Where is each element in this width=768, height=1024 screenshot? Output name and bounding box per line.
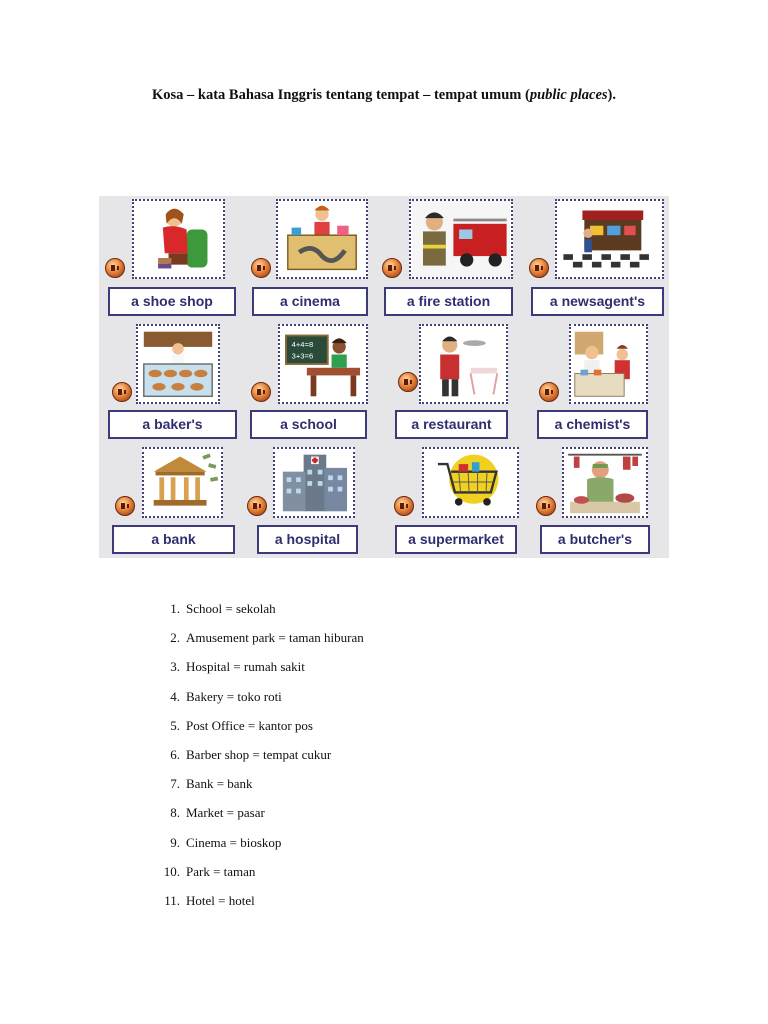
- item-text: Cinema = bioskop: [186, 834, 282, 850]
- label-a-chemists: a chemist's: [537, 410, 648, 439]
- speaker-icon[interactable]: [536, 496, 556, 516]
- item-number: 11.: [164, 892, 180, 908]
- list-item: [160, 658, 560, 687]
- bakery-picture: [138, 326, 218, 402]
- item-number: 5.: [170, 717, 180, 733]
- hospital-picture: [275, 449, 353, 516]
- newsagent-picture: [557, 201, 662, 277]
- speaker-icon[interactable]: [247, 496, 267, 516]
- list-item: [160, 775, 560, 804]
- vocabulary-worksheet: [99, 196, 669, 558]
- item-text: Barber shop = tempat cukur: [186, 746, 332, 762]
- list-item: [160, 629, 560, 658]
- label-a-newsagents: a newsagent's: [531, 287, 664, 316]
- speaker-icon[interactable]: [394, 496, 414, 516]
- label-a-supermarket: a supermarket: [395, 525, 517, 554]
- title-italic: public places: [529, 87, 608, 103]
- item-text: Park = taman: [186, 863, 256, 879]
- cinema-picture-frame: [276, 199, 368, 279]
- label-a-restaurant: a restaurant: [395, 410, 508, 439]
- cinema-picture: [278, 201, 366, 277]
- item-number: 10.: [163, 863, 180, 879]
- list-item: [160, 688, 560, 717]
- chemist-picture: [571, 326, 646, 402]
- school-picture: [280, 326, 366, 402]
- item-text: Bakery = toko roti: [186, 688, 282, 704]
- chemist-picture-frame: [569, 324, 648, 404]
- list-item: [160, 863, 560, 892]
- fire-station-picture-frame: [409, 199, 513, 279]
- butcher-picture-frame: [562, 447, 648, 518]
- school-picture-frame: [278, 324, 368, 404]
- speaker-icon[interactable]: [105, 258, 125, 278]
- page-title: [0, 87, 768, 104]
- label-a-bank: a bank: [112, 525, 235, 554]
- label-a-cinema: a cinema: [252, 287, 368, 316]
- item-number: 6.: [170, 746, 180, 762]
- speaker-icon[interactable]: [251, 258, 271, 278]
- speaker-icon[interactable]: [251, 382, 271, 402]
- list-item: [160, 600, 560, 629]
- shoe-shop-picture-frame: [132, 199, 225, 279]
- bakery-picture-frame: [136, 324, 220, 404]
- speaker-icon[interactable]: [539, 382, 559, 402]
- hospital-picture-frame: [273, 447, 355, 518]
- list-item: [160, 892, 560, 921]
- bank-picture: [144, 449, 221, 516]
- item-number: 9.: [170, 834, 180, 850]
- speaker-icon[interactable]: [112, 382, 132, 402]
- svg-text:3+3=6: 3+3=6: [291, 351, 314, 361]
- label-a-school: a school: [250, 410, 367, 439]
- shoe-shop-picture: [134, 201, 223, 277]
- item-text: School = sekolah: [186, 601, 276, 616]
- supermarket-picture-frame: [422, 447, 519, 518]
- vocabulary-list: [160, 600, 560, 921]
- list-item: [160, 717, 560, 746]
- svg-text:4+4=8: 4+4=8: [291, 339, 314, 349]
- bank-picture-frame: [142, 447, 223, 518]
- list-item: [160, 746, 560, 775]
- label-a-fire-station: a fire station: [384, 287, 513, 316]
- list-item: [160, 834, 560, 863]
- item-number: 3.: [170, 659, 180, 675]
- butcher-picture: [564, 449, 646, 516]
- newsagent-picture-frame: [555, 199, 664, 279]
- restaurant-picture-frame: [419, 324, 508, 404]
- label-a-shoe-shop: a shoe shop: [108, 287, 236, 316]
- item-text: Market = pasar: [186, 805, 265, 821]
- item-text: Hotel = hotel: [186, 892, 255, 908]
- item-number: 8.: [170, 805, 180, 821]
- speaker-icon[interactable]: [382, 258, 402, 278]
- title-prefix: Kosa – kata Bahasa Inggris tentang tempat – tempat umum (: [151, 87, 530, 103]
- title-suffix: ).: [607, 87, 617, 103]
- speaker-icon[interactable]: [398, 372, 418, 392]
- label-a-bakers: a baker's: [108, 410, 237, 439]
- restaurant-picture: [421, 326, 506, 402]
- item-text: Bank = bank: [186, 776, 253, 792]
- label-a-butchers: a butcher's: [540, 525, 650, 554]
- item-text: Post Office = kantor pos: [186, 717, 313, 733]
- speaker-icon[interactable]: [529, 258, 549, 278]
- item-number: 4.: [170, 688, 180, 704]
- speaker-icon[interactable]: [115, 496, 135, 516]
- item-number: 2.: [170, 630, 180, 646]
- label-a-hospital: a hospital: [257, 525, 358, 554]
- supermarket-picture: [424, 449, 517, 516]
- item-text: Amusement park = taman hiburan: [186, 630, 364, 646]
- fire-station-picture: [411, 201, 511, 277]
- item-number: 7.: [170, 776, 180, 792]
- item-number: 1.: [170, 601, 180, 616]
- list-item: [160, 804, 560, 833]
- item-text: Hospital = rumah sakit: [186, 659, 305, 675]
